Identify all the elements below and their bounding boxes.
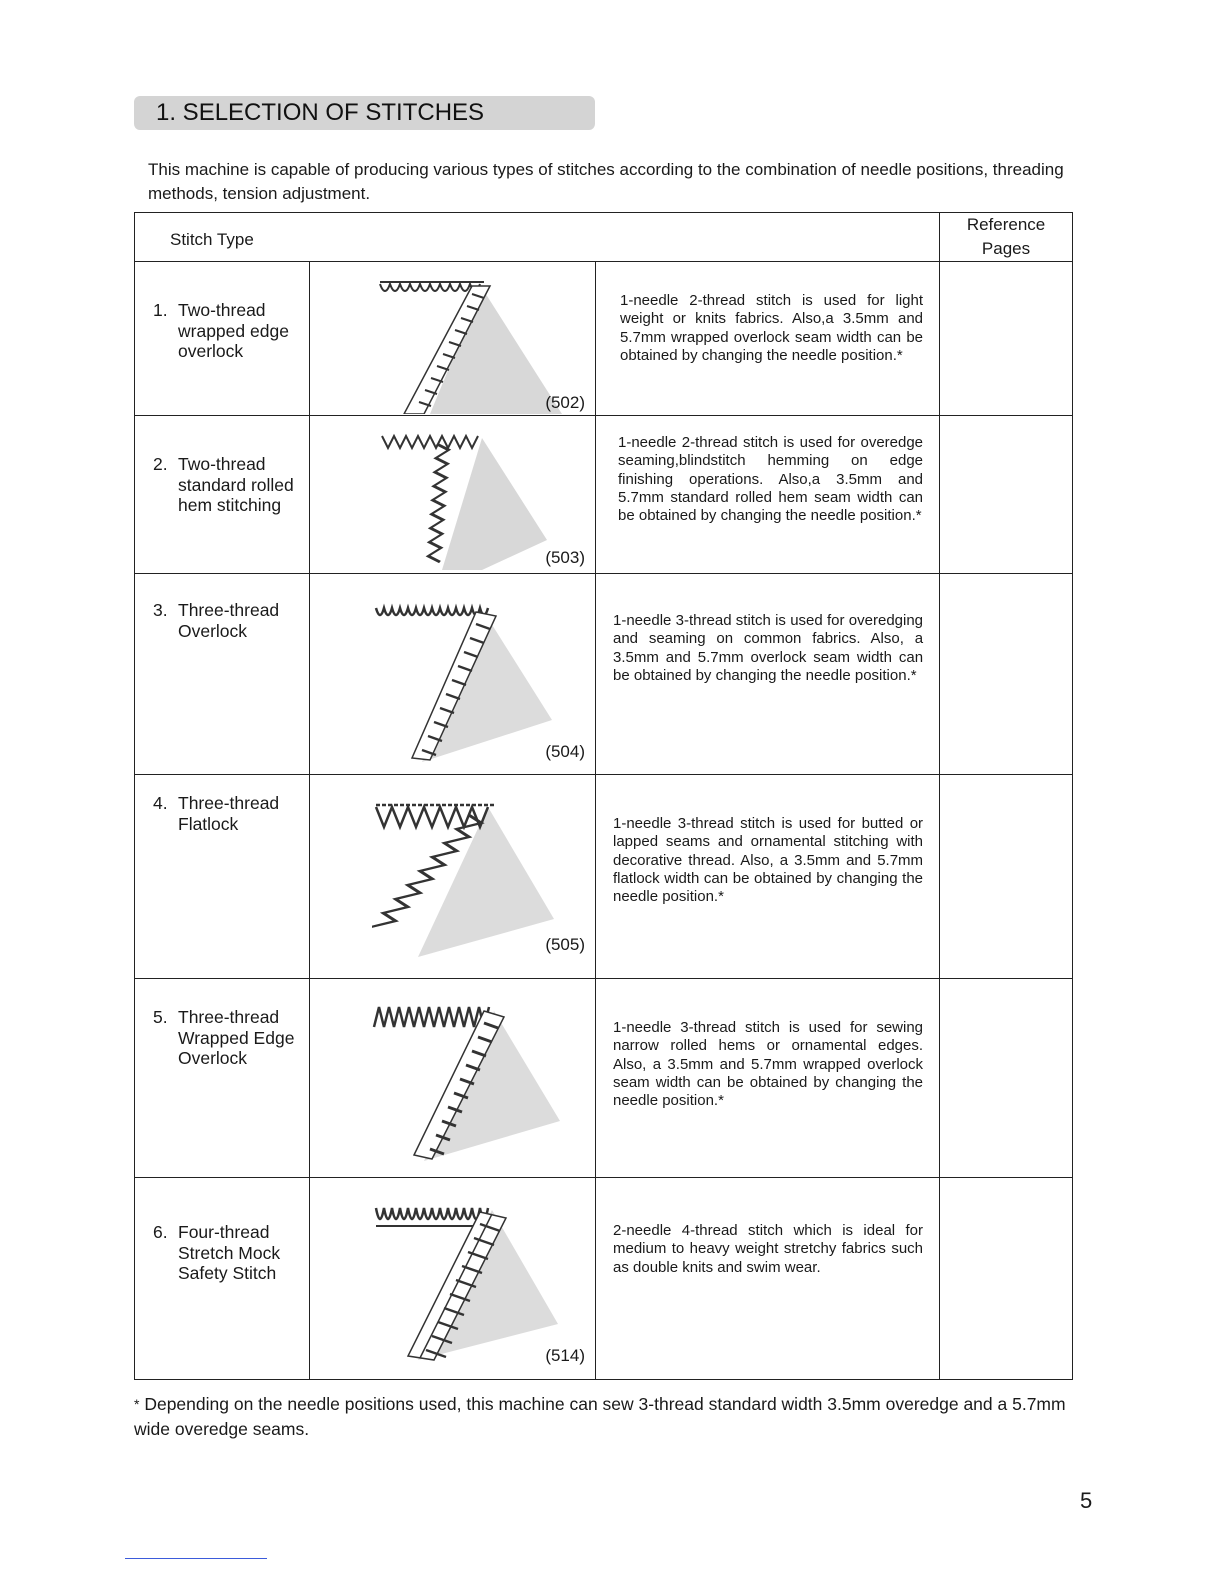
reference-cell bbox=[940, 979, 1073, 1178]
stitch-wrapped-edge-illustration bbox=[372, 1001, 562, 1161]
stitch-503-illustration bbox=[372, 430, 562, 570]
section-heading-bar bbox=[134, 96, 595, 130]
reference-cell bbox=[940, 1178, 1073, 1380]
header-stitch-type: Stitch Type bbox=[135, 213, 940, 262]
header-reference-pages: Reference Pages bbox=[940, 213, 1073, 262]
stitch-code: (503) bbox=[545, 548, 585, 567]
stitch-502-illustration bbox=[372, 274, 562, 414]
stitch-name: 4. Three-thread Flatlock bbox=[135, 775, 310, 979]
stitch-code: (502) bbox=[545, 393, 585, 412]
stitch-name: 5. Three-thread Wrapped Edge Overlock bbox=[135, 979, 310, 1178]
stitch-description: 1-needle 3-thread stitch is used for sewing narrow rolled hems or ornamental edges. Also, a 3.5mm and 5.7mm wrapped overlock seam width can be obtained by changing the needle position.* bbox=[596, 979, 940, 1178]
stitch-name: 1. Two-thread wrapped edge overlock bbox=[135, 262, 310, 416]
footnote-text: Depending on the needle positions used, this machine can sew 3-thread standard width 3.5mm overedge and a 5.7mm wide overedge seams. bbox=[134, 1394, 1066, 1439]
table-row bbox=[135, 574, 1073, 775]
link-underline bbox=[125, 1558, 267, 1559]
stitch-name: 3. Three-thread Overlock bbox=[135, 574, 310, 775]
table-row bbox=[135, 1178, 1073, 1380]
stitch-code: (504) bbox=[545, 742, 585, 761]
page-number: 5 bbox=[1080, 1488, 1093, 1513]
stitch-name: 6. Four-thread Stretch Mock Safety Stitch bbox=[135, 1178, 310, 1380]
table-row bbox=[135, 979, 1073, 1178]
stitch-description: 2-needle 4-thread stitch which is ideal for medium to heavy weight stretchy fabrics such as double knits and swim wear. bbox=[596, 1178, 940, 1380]
stitch-description: 1-needle 3-thread stitch is used for overedging and seaming on common fabrics. Also, a 3.5mm and 5.7mm overlock seam width can be obtained by changing the needle position.* bbox=[596, 574, 940, 775]
stitch-514-illustration bbox=[372, 1200, 562, 1362]
section-title: 1. SELECTION OF STITCHES bbox=[156, 99, 485, 126]
stitch-figure bbox=[310, 979, 596, 1178]
stitch-figure bbox=[310, 574, 596, 775]
stitch-code: (505) bbox=[545, 935, 585, 954]
reference-cell bbox=[940, 574, 1073, 775]
table-row bbox=[135, 416, 1073, 574]
table-row bbox=[135, 775, 1073, 979]
reference-cell bbox=[940, 416, 1073, 574]
stitch-figure bbox=[310, 262, 596, 416]
stitch-table bbox=[134, 212, 1073, 1380]
table-row bbox=[135, 262, 1073, 416]
table-header-row bbox=[135, 213, 1073, 262]
stitch-figure bbox=[310, 1178, 596, 1380]
stitch-figure bbox=[310, 416, 596, 574]
footnote bbox=[134, 1392, 1079, 1442]
stitch-505-illustration bbox=[372, 799, 562, 964]
reference-cell bbox=[940, 262, 1073, 416]
stitch-description: 1-needle 3-thread stitch is used for butted or lapped seams and ornamental stitching with decorative thread. Also, a 3.5mm and 5.7mm flatlock width can be obtained by changing the needle position.* bbox=[596, 775, 940, 979]
reference-cell bbox=[940, 775, 1073, 979]
footnote-asterisk: * bbox=[134, 1396, 140, 1412]
intro-paragraph: This machine is capable of producing various types of stitches according to the combination of needle positions, threading methods, tension adjustment. bbox=[148, 160, 1064, 203]
stitch-code: (514) bbox=[545, 1346, 585, 1365]
stitch-name: 2. Two-thread standard rolled hem stitching bbox=[135, 416, 310, 574]
stitch-figure bbox=[310, 775, 596, 979]
stitch-description: 1-needle 2-thread stitch is used for overedge seaming,blindstitch hemming on edge finishing operations. Also,a 3.5mm and 5.7mm standard rolled hem seam width can be obtained by changing the needle position.* bbox=[596, 416, 940, 574]
stitch-504-illustration bbox=[372, 602, 562, 762]
stitch-description: 1-needle 2-thread stitch is used for light weight or knits fabrics. Also,a 3.5mm and 5.7mm wrapped overlock seam width can be obtained by changing the needle position.* bbox=[596, 262, 940, 416]
